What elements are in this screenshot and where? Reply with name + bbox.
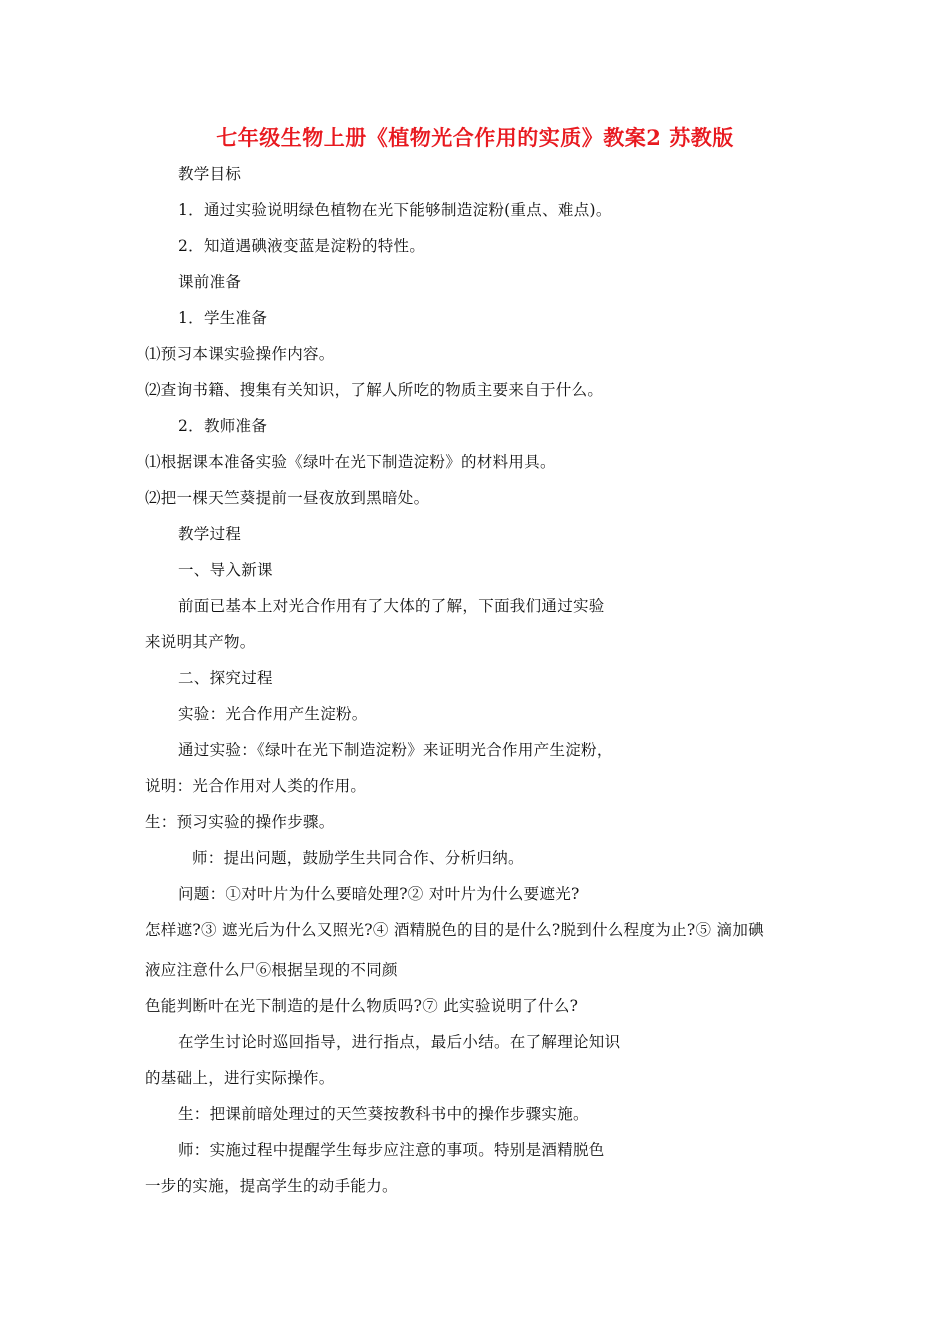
teacher-prep-item-1: ⑴根据课本准备实验《绿叶在光下制造淀粉》的材料用具。 [145,453,556,471]
teacher-question-line: 师：提出问题，鼓励学生共同合作、分析归纳。 [192,849,524,867]
document-title: 七年级生物上册《植物光合作用的实质》教案2 苏教版 [216,125,734,150]
student-prep-item-2: ⑵查询书籍、搜集有关知识，了解人所吃的物质主要来自于什么。 [145,381,604,399]
heading-preparation: 课前准备 [178,273,242,291]
heading-teaching-process: 教学过程 [178,525,242,543]
experiment-line: 实验：光合作用产生淀粉。 [178,705,368,723]
goal-item-1: 1．通过实验说明绿色植物在光下能够制造淀粉(重点、难点)。 [178,201,612,219]
experiment-paragraph-line-1: 通过实验：《绿叶在光下制造淀粉》来证明光合作用产生淀粉， [178,741,613,759]
section-intro-heading: 一、导入新课 [178,561,273,579]
teacher-prep-heading: 2．教师准备 [178,417,268,435]
student-preview-line: 生：预习实验的操作步骤。 [145,813,335,831]
teacher-prep-item-2: ⑵把一棵天竺葵提前一昼夜放到黑暗处。 [145,489,430,507]
intro-paragraph-line-2: 来说明其产物。 [145,633,256,651]
questions-line-1: 问题：①对叶片为什么要暗处理?② 对叶片为什么要遮光? [178,885,580,903]
teacher-remind-line-1: 师：实施过程中提醒学生每步应注意的事项。特别是酒精脱色 [178,1141,605,1159]
teacher-remind-line-2: 一步的实施，提高学生的动手能力。 [145,1177,398,1195]
intro-paragraph-line-1: 前面已基本上对光合作用有了大体的了解，下面我们通过实验 [178,597,605,615]
experiment-paragraph-line-2: 说明：光合作用对人类的作用。 [145,777,367,795]
student-prep-heading: 1．学生准备 [178,309,268,327]
heading-teaching-goals: 教学目标 [178,165,242,183]
student-prep-item-1: ⑴预习本课实验操作内容。 [145,345,335,363]
discussion-paragraph-line-2: 的基础上，进行实际操作。 [145,1069,335,1087]
section-explore-heading: 二、探究过程 [178,669,273,687]
student-operate-line: 生：把课前暗处理过的天竺葵按教科书中的操作步骤实施。 [178,1105,589,1123]
discussion-paragraph-line-1: 在学生讨论时巡回指导，进行指点，最后小结。在了解理论知识 [178,1033,621,1051]
questions-line-2: 怎样遮?③ 遮光后为什么又照光?④ 酒精脱色的目的是什么?脱到什么程度为止?⑤ 滴加碘 [145,921,764,939]
goal-item-2: 2．知道遇碘液变蓝是淀粉的特性。 [178,237,426,255]
questions-line-3: 液应注意什么尸⑥根据呈现的不同颜 [145,961,398,979]
questions-line-4: 色能判断叶在光下制造的是什么物质吗?⑦ 此实验说明了什么? [145,997,579,1015]
